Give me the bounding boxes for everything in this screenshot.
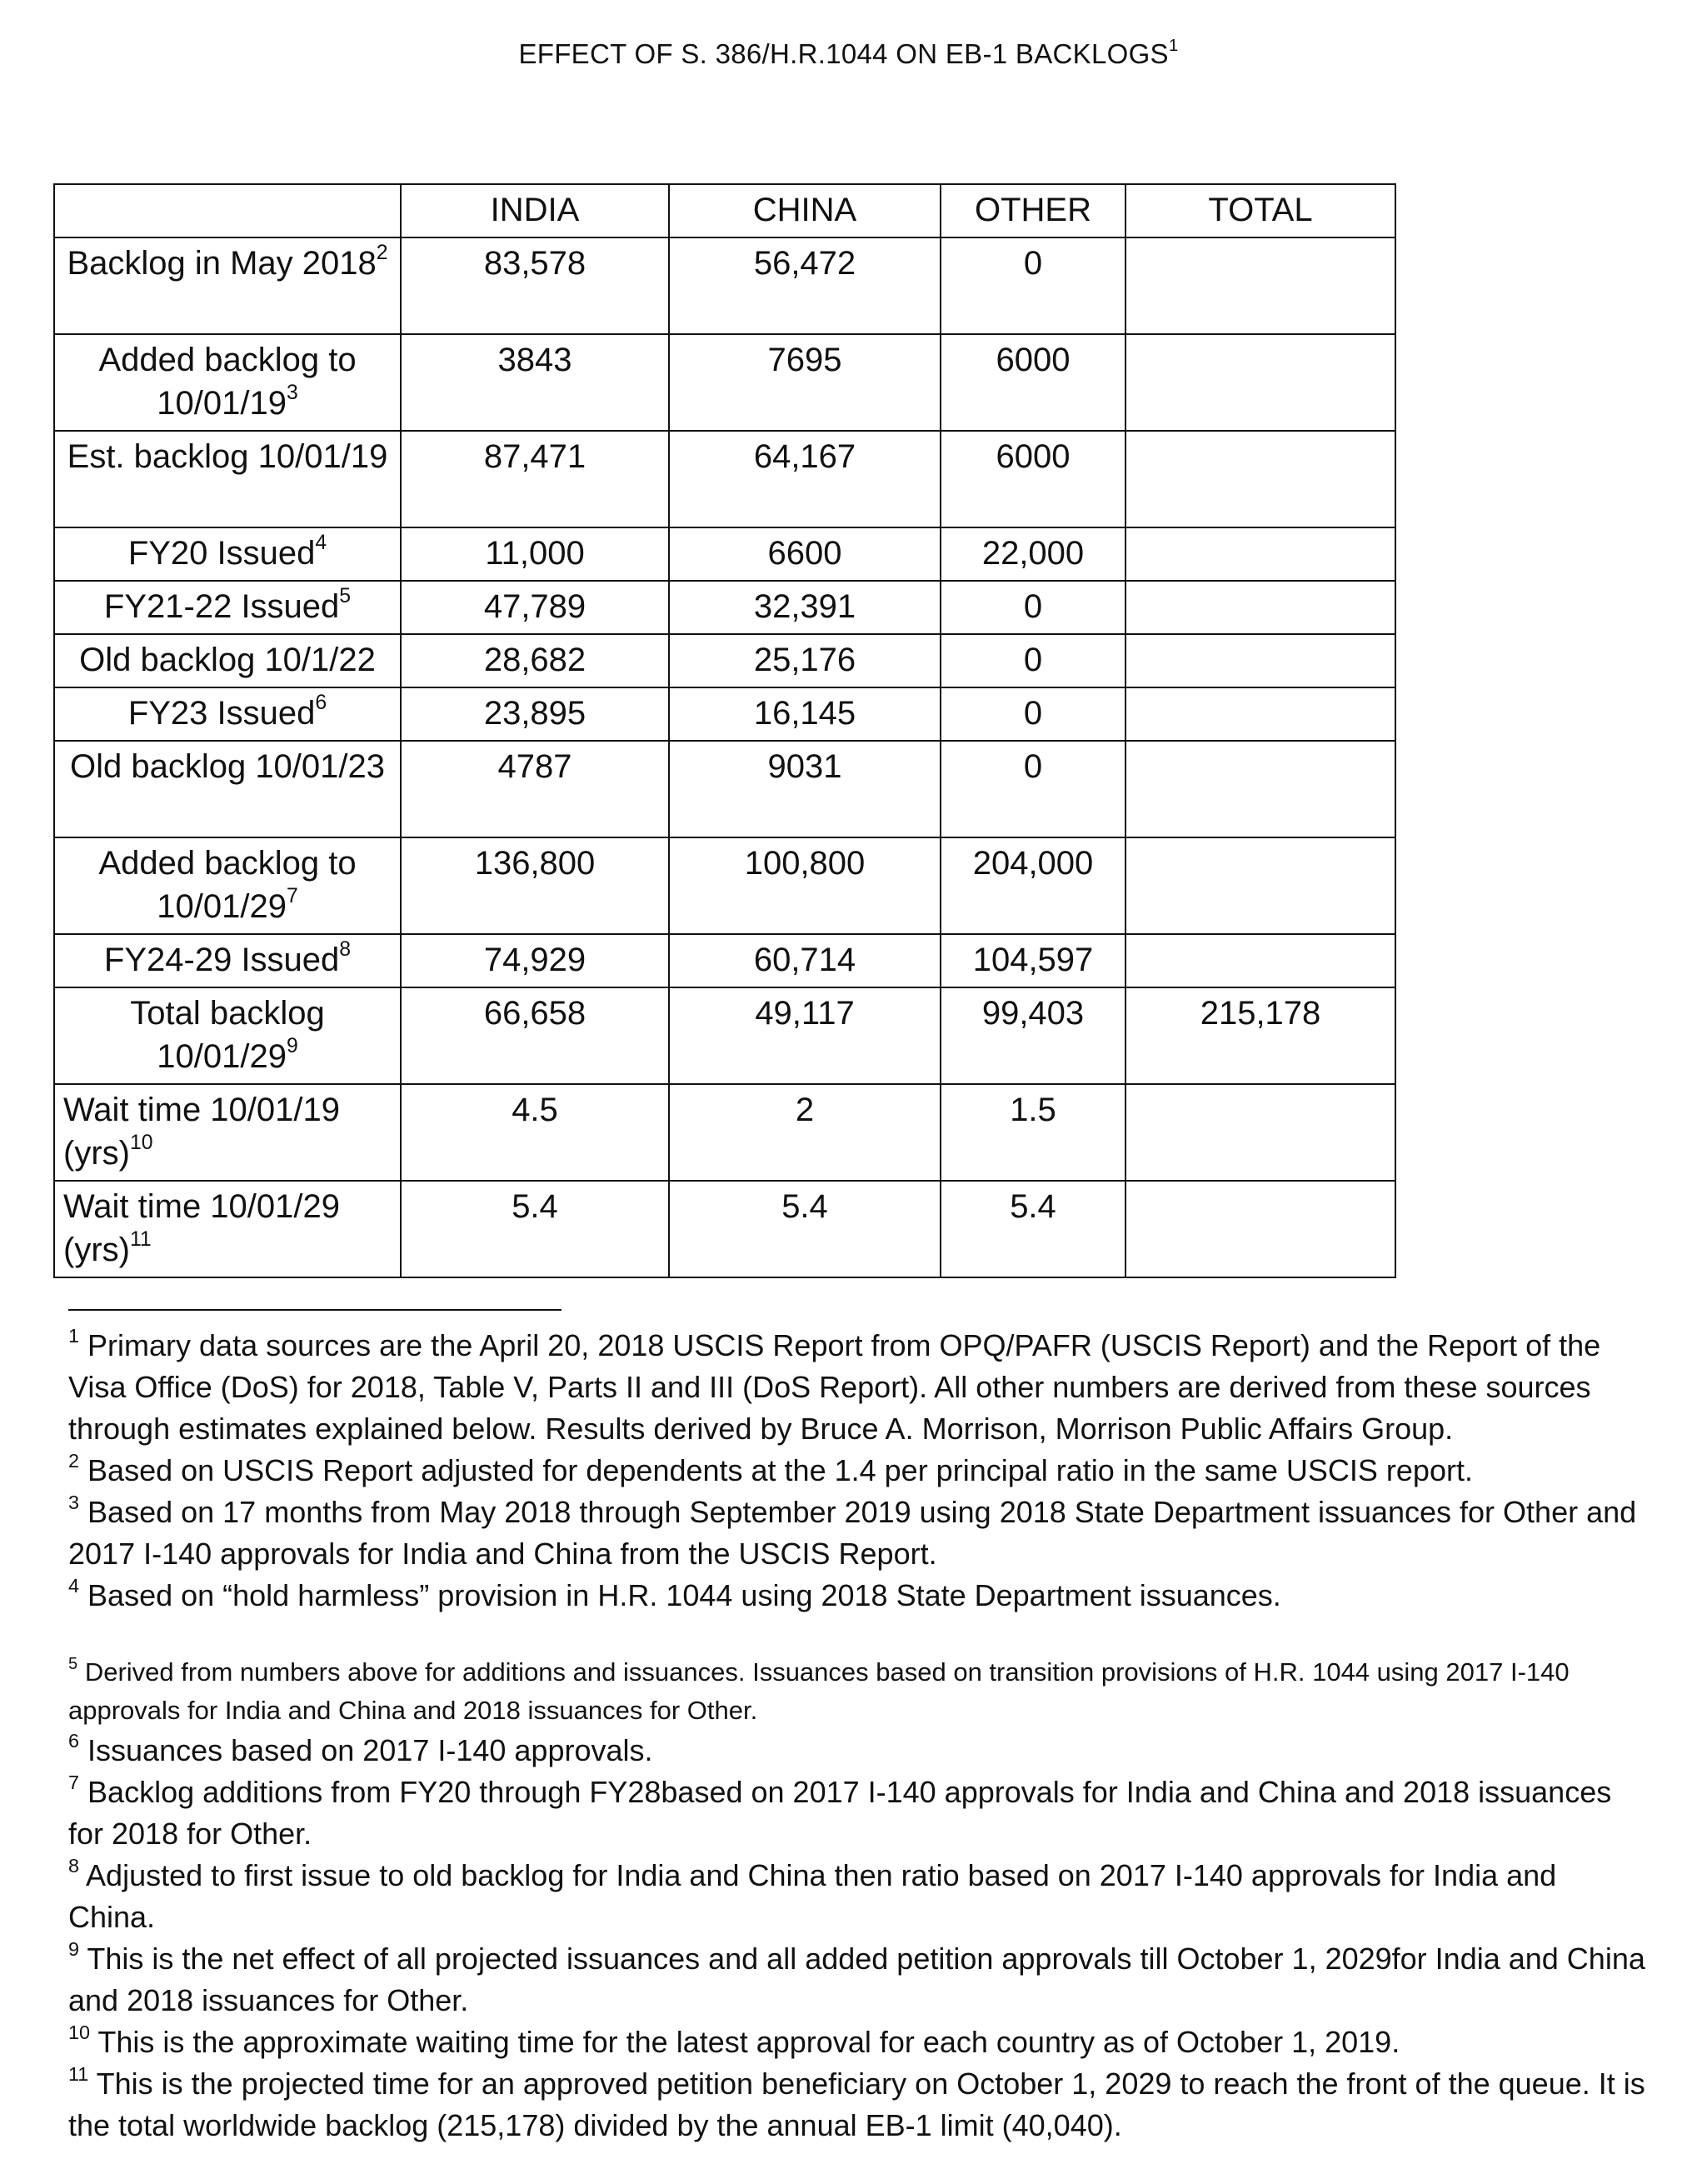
footnote-text: This is the net effect of all projected issuances and all added petition approvals till October 1, 2029for India and China and 2018 issuances for Other. [68,1942,1645,2017]
cell-india: 28,682 [401,634,669,687]
row-label-cell [54,527,401,581]
footnote-ref: 6 [315,691,327,714]
row-label: Added backlog to 10/01/19 [98,342,357,422]
footnote-ref: 3 [286,381,298,404]
page-title [0,35,1697,70]
cell-other: 204,000 [941,837,1126,934]
footnote-number: 1 [68,1324,80,1347]
cell-india: 74,929 [401,934,669,987]
footnote-text: Based on USCIS Report adjusted for dependents at the 1.4 per principal ratio in the same USCIS report. [87,1453,1473,1487]
cell-india: 47,789 [401,581,669,634]
cell-total [1126,334,1395,431]
cell-china: 64,167 [669,431,941,527]
row-label: Wait time 10/01/29 (yrs) [63,1188,341,1268]
footnote-text: This is the approximate waiting time for the latest approval for each country as of October 1, 2019. [97,2025,1400,2059]
row-label-cell [54,687,401,741]
row-label: FY24-29 Issued [103,942,340,978]
cell-india: 66,658 [401,987,669,1084]
footnote-text: Primary data sources are the April 20, 2018 USCIS Report from OPQ/PAFR (USCIS Report) and the Report of the Visa Office (DoS) for 2018, Table V, Parts II and III (DoS Report). All other numbers are derived from these sources through estimates explained below. Results derived by Bruce A. Morrison, Morrison Public Affairs Group. [68,1328,1601,1446]
footnote-ref: 9 [286,1034,298,1057]
footnote-number: 3 [68,1491,80,1513]
footnote-number: 10 [68,2021,91,2043]
row-label-cell [54,634,401,687]
cell-china: 7695 [669,334,941,431]
cell-other: 0 [941,237,1126,334]
cell-other: 99,403 [941,987,1126,1084]
table-row [54,527,1395,581]
row-label-cell [54,237,401,334]
cell-china: 32,391 [669,581,941,634]
cell-other: 104,597 [941,934,1126,987]
table-row [54,581,1395,634]
cell-china: 9031 [669,741,941,837]
row-label-cell [54,987,401,1084]
row-label-cell [54,334,401,431]
cell-other: 6000 [941,431,1126,527]
cell-india: 87,471 [401,431,669,527]
cell-other: 5.4 [941,1181,1126,1277]
cell-total [1126,634,1395,687]
row-label: Est. backlog 10/01/19 [67,438,388,475]
footnote-number: 9 [68,1937,80,1960]
cell-india: 4787 [401,741,669,837]
footnotes [68,1325,1651,2147]
table-row [54,934,1395,987]
cell-total [1126,1084,1395,1181]
footnote-number: 5 [68,1654,78,1673]
footnote [68,2063,1651,2147]
cell-china: 6600 [669,527,941,581]
table-row [54,634,1395,687]
cell-china: 56,472 [669,237,941,334]
cell-total [1126,527,1395,581]
footnote [68,1492,1651,1575]
footnote-ref: 11 [129,1227,152,1251]
cell-other: 1.5 [941,1084,1126,1181]
footnote-text: Issuances based on 2017 I-140 approvals. [87,1733,653,1767]
row-label: Added backlog to 10/01/29 [98,845,357,925]
footnote [68,2022,1651,2063]
footnote [68,1575,1651,1617]
row-label: FY21-22 Issued [103,588,340,625]
cell-total [1126,431,1395,527]
row-label: Old backlog 10/1/22 [79,642,376,678]
cell-india: 11,000 [401,527,669,581]
row-label-cell [54,581,401,634]
footnote-ref: 5 [339,584,352,607]
footnote-number: 7 [68,1771,80,1793]
table-row [54,237,1395,334]
footnote-number: 4 [68,1574,80,1597]
table-row [54,987,1395,1084]
footnote-number: 6 [68,1729,80,1752]
footnote-text: Based on “hold harmless” provision in H.R. 1044 using 2018 State Department issuances. [87,1578,1281,1612]
footnote-number: 2 [68,1449,80,1472]
row-label-cell [54,1181,401,1277]
title-text: EFFECT OF S. 386/H.R.1044 ON EB-1 BACKLOGS [518,38,1169,69]
footnote-ref: 2 [376,241,388,264]
cell-china: 2 [669,1084,941,1181]
footnote-text: Derived from numbers above for additions and issuances. Issuances based on transition provisions of H.R. 1044 using 2017 I-140 approvals for India and China and 2018 issuances for Other. [68,1657,1570,1725]
footnote-ref: 8 [339,937,352,961]
header-cell-total: TOTAL [1126,184,1395,237]
header-cell-other: OTHER [941,184,1126,237]
row-label: Backlog in May 2018 [67,245,377,282]
footnote-text: This is the projected time for an approved petition beneficiary on October 1, 2029 to reach the front of the queue. It is the total worldwide backlog (215,178) divided by the annual EB-1 limit (40,040). [68,2067,1645,2142]
header-cell-china: CHINA [669,184,941,237]
footnote [68,1730,1651,1772]
header-row [54,184,1395,237]
cell-other: 22,000 [941,527,1126,581]
cell-total [1126,741,1395,837]
header-cell-blank [54,184,401,237]
table-row [54,1181,1395,1277]
cell-other: 0 [941,741,1126,837]
table-row [54,741,1395,837]
footnote [68,1855,1651,1938]
row-label-cell [54,741,401,837]
row-label: Wait time 10/01/19 (yrs) [63,1092,341,1172]
cell-india: 3843 [401,334,669,431]
cell-china: 49,117 [669,987,941,1084]
cell-other: 0 [941,687,1126,741]
cell-china: 16,145 [669,687,941,741]
row-label-cell [54,1084,401,1181]
cell-india: 23,895 [401,687,669,741]
cell-other: 0 [941,634,1126,687]
footnote-text: Adjusted to first issue to old backlog for India and China then ratio based on 2017 I-140 approvals for India and China. [68,1858,1557,1934]
row-label-cell [54,934,401,987]
table-row [54,837,1395,934]
footnote-text: Backlog additions from FY20 through FY28based on 2017 I-140 approvals for India and China and 2018 issuances for 2018 for Other. [68,1775,1612,1851]
header-cell-india: INDIA [401,184,669,237]
footnote-text: Based on 17 months from May 2018 through September 2019 using 2018 State Department issuances for Other and 2017 I-140 approvals for India and China from the USCIS Report. [68,1495,1637,1571]
row-label-cell [54,837,401,934]
footnote [68,1653,1651,1730]
backlog-table [53,183,1396,1278]
footnote [68,1325,1651,1450]
cell-total [1126,1181,1395,1277]
row-label: Old backlog 10/01/23 [69,748,386,785]
cell-total: 215,178 [1126,987,1395,1084]
cell-total [1126,934,1395,987]
footnote-divider [68,1309,562,1311]
footnote [68,1772,1651,1855]
cell-india: 4.5 [401,1084,669,1181]
row-label: FY23 Issued [127,695,316,732]
table-row [54,431,1395,527]
cell-total [1126,687,1395,741]
footnote-ref: 7 [286,884,298,907]
table-row [54,1084,1395,1181]
row-label: FY20 Issued [127,535,316,572]
table-row [54,334,1395,431]
cell-total [1126,581,1395,634]
footnote-ref: 4 [315,531,327,554]
row-label-cell [54,431,401,527]
table-row [54,687,1395,741]
cell-china: 60,714 [669,934,941,987]
footnote-ref: 10 [129,1131,153,1154]
cell-other: 6000 [941,334,1126,431]
cell-india: 83,578 [401,237,669,334]
cell-total [1126,837,1395,934]
title-footnote-ref: 1 [1168,35,1179,55]
cell-india: 136,800 [401,837,669,934]
cell-total [1126,237,1395,334]
footnote [68,1450,1651,1492]
cell-china: 25,176 [669,634,941,687]
cell-other: 0 [941,581,1126,634]
table-body [54,184,1395,1277]
cell-china: 5.4 [669,1181,941,1277]
footnote [68,1938,1651,2022]
cell-india: 5.4 [401,1181,669,1277]
footnote-number: 8 [68,1854,80,1877]
row-label: Total backlog 10/01/29 [130,995,325,1075]
footnote-number: 11 [68,2062,89,2085]
cell-china: 100,800 [669,837,941,934]
